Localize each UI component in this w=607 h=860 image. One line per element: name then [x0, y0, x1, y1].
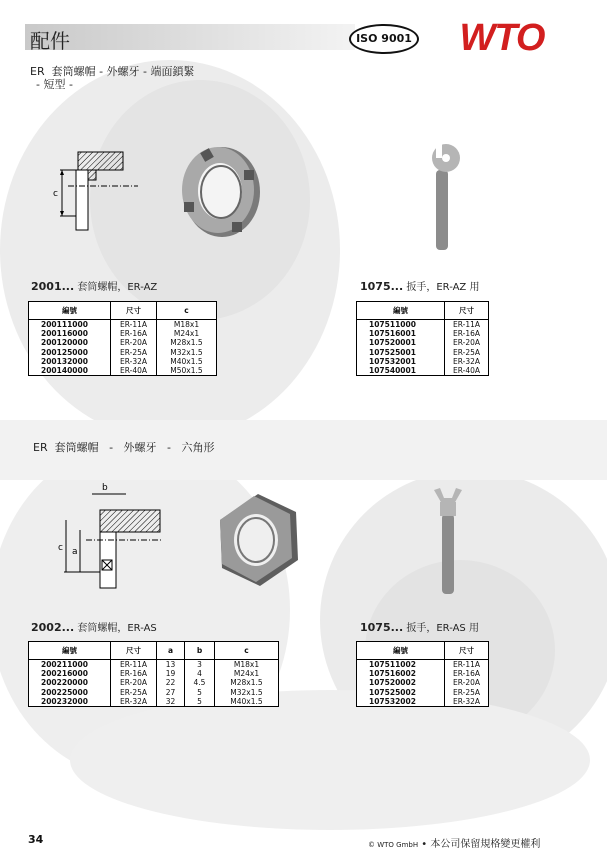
header-bar	[25, 24, 355, 50]
table-row: 107520002 ER-20A	[357, 678, 489, 687]
table-header: c	[157, 302, 217, 320]
page-number: 34	[28, 833, 44, 846]
locknut-technical-drawing	[48, 140, 138, 232]
copyright-text: © WTO GmbH	[368, 841, 419, 849]
product-1075b-code: 1075...	[360, 621, 404, 634]
table-header: 編號	[29, 302, 111, 320]
product-2002-desc: 套筒螺帽，ER-AS	[77, 623, 157, 634]
table-row: 107540001 ER-40A	[357, 366, 489, 376]
table-row: 107516002 ER-16A	[357, 669, 489, 678]
table-header: 尺寸	[111, 642, 157, 660]
table-row: 200120000 ER-20A M28x1.5	[29, 338, 217, 347]
table-row: 200125000 ER-25A M32x1.5	[29, 348, 217, 357]
hex-nut-image	[214, 490, 302, 590]
product-2001-desc: 套筒螺帽，ER-AZ	[77, 282, 158, 293]
product-1075a-caption	[360, 278, 479, 293]
table-1075-as	[356, 641, 489, 707]
product-2002-caption	[31, 619, 157, 634]
table-header: c	[215, 642, 279, 660]
product-1075b-caption	[360, 619, 479, 634]
table-row: 107532001 ER-32A	[357, 357, 489, 366]
wto-logo	[446, 14, 558, 58]
table-row: 200216000 ER-16A 19 4 M24x1	[29, 669, 279, 678]
product-2002-code: 2002...	[31, 621, 75, 634]
table-row: 200111000 ER-11A M18x1	[29, 320, 217, 330]
table-2001	[28, 301, 217, 376]
iso-badge: ISO 9001	[349, 24, 419, 54]
product-2001-code: 2001...	[31, 280, 75, 293]
product-1075b-desc: 扳手，ER-AS 用	[406, 623, 479, 634]
section1-title: ER 套筒螺帽 - 外螺牙 - 端面鎖緊	[30, 65, 195, 78]
product-2001-caption	[31, 278, 157, 293]
ring-nut-image	[172, 140, 264, 240]
diagram-label-c: c	[53, 189, 58, 199]
page-title: 配件	[30, 29, 70, 53]
svg-text:WTO: WTO	[459, 17, 545, 58]
table-header: 編號	[29, 642, 111, 660]
table-row: 107525002 ER-25A	[357, 688, 489, 697]
table-header: 編號	[357, 642, 445, 660]
pin-wrench-az-image	[420, 140, 462, 252]
product-1075a-desc: 扳手，ER-AZ 用	[406, 282, 480, 293]
table-row: 107511002 ER-11A	[357, 660, 489, 670]
open-wrench-as-image	[428, 486, 468, 596]
table-row: 200220000 ER-20A 22 4.5 M28x1.5	[29, 678, 279, 687]
table-row: 200225000 ER-25A 27 5 M32x1.5	[29, 688, 279, 697]
table-row: 107520001 ER-20A	[357, 338, 489, 347]
hex-nut-technical-drawing	[56, 480, 162, 590]
table-2002	[28, 641, 279, 707]
table-row: 200232000 ER-32A 32 5 M40x1.5	[29, 697, 279, 707]
table-row: 200211000 ER-11A 13 3 M18x1	[29, 660, 279, 670]
product-1075a-code: 1075...	[360, 280, 404, 293]
table-row: 107511000 ER-11A	[357, 320, 489, 330]
table-row: 107525001 ER-25A	[357, 348, 489, 357]
rights-text: • 本公司保留規格變更權利	[421, 839, 541, 850]
diagram-label-c2: c	[58, 543, 63, 553]
table-row: 107532002 ER-32A	[357, 697, 489, 707]
table-header: b	[185, 642, 215, 660]
table-header: 編號	[357, 302, 445, 320]
table-header: 尺寸	[111, 302, 157, 320]
diagram-label-b: b	[102, 483, 108, 493]
table-header: 尺寸	[445, 302, 489, 320]
table-header: 尺寸	[445, 642, 489, 660]
table-header: a	[157, 642, 185, 660]
diagram-label-a: a	[72, 547, 78, 557]
table-row: 200132000 ER-32A M40x1.5	[29, 357, 217, 366]
footer-copyright	[368, 835, 540, 850]
table-row: 107516001 ER-16A	[357, 329, 489, 338]
table-row: 200116000 ER-16A M24x1	[29, 329, 217, 338]
table-row: 200140000 ER-40A M50x1.5	[29, 366, 217, 376]
table-1075-az	[356, 301, 489, 376]
section1-subtitle: - 短型 -	[36, 78, 73, 91]
section2-title: ER 套筒螺帽 - 外螺牙 - 六角形	[33, 441, 215, 454]
